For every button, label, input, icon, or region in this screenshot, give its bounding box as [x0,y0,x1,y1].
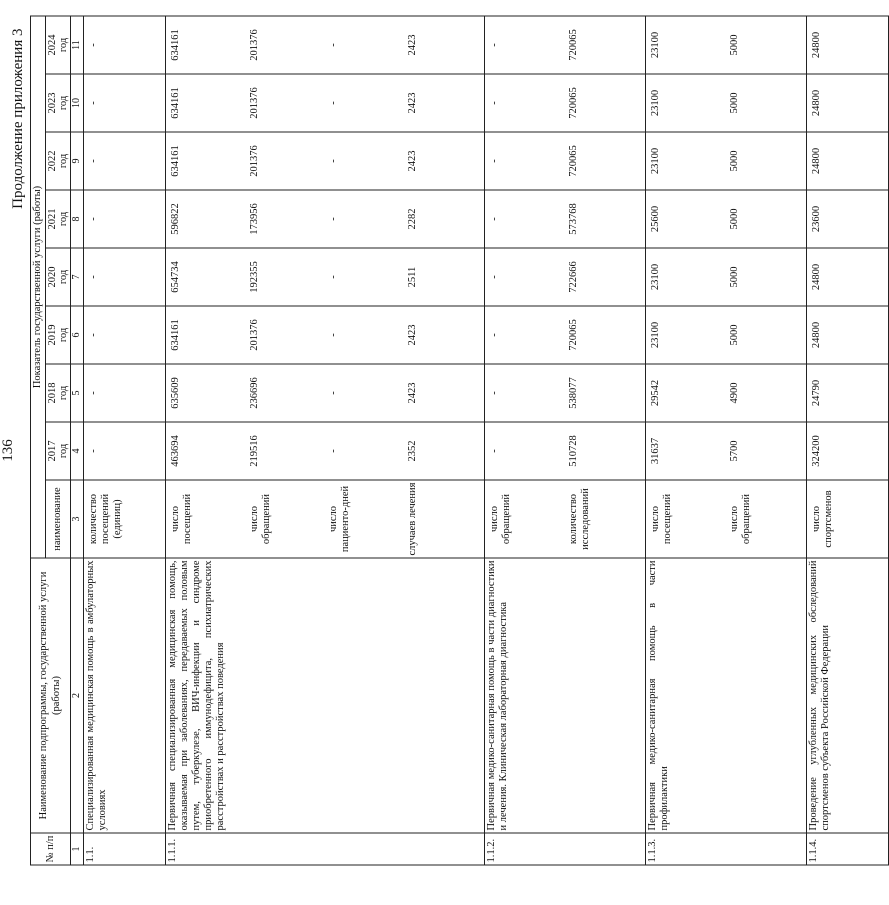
header-year-unit: год [58,37,70,52]
indicator-value: - [327,158,339,163]
column-number: 5 [71,364,84,422]
indicator-value: 201376 [248,86,260,119]
services-table [30,15,889,865]
header-year [46,364,71,422]
year-value-cell [645,74,806,132]
indicator-value: 23100 [649,263,661,290]
column-number: 6 [71,306,84,364]
indicator-label: число посещений [169,493,193,544]
indicator-value: 4900 [728,382,740,403]
table-row [83,16,165,865]
year-value-cell [165,132,484,190]
year-value-cell [645,16,806,74]
indicator-value: 31637 [649,437,661,464]
indicator-value: 2423 [406,324,418,345]
year-value-cell [83,364,165,422]
header-year-unit: год [58,385,70,400]
header-year-value: 2024 [47,34,59,55]
indicator-value: 573768 [567,202,579,235]
year-value-cell [165,74,484,132]
indicator-value: 192355 [248,260,260,293]
indicator-label: случаев лечения [406,482,418,555]
row-code: 1.1.2. [484,833,645,865]
indicator-value: 720065 [567,318,579,351]
column-number: 11 [71,16,84,74]
row-service-name: Первичная медико-санитарная помощь в части диагностики и лечения. Клиническая лабораторная диагностика [484,558,645,833]
year-value-cell [806,306,888,364]
header-year-unit: год [58,327,70,342]
indicator-value: - [327,448,339,453]
column-number: 10 [71,74,84,132]
header-year-value: 2023 [47,92,59,113]
header-year [46,132,71,190]
indicator-value: 510728 [567,434,579,467]
year-value-cell [806,16,888,74]
row-service-name: Первичная специализированная медицинская помощь, оказываемая при заболеваниях, передаваемых половым путем, туберкулезе, ВИЧ-инфекции и синдроме приобретенного иммунодефицита, психиатрических расстройствах и расстройствах поведения [165,558,484,833]
row-code: 1.1. [83,833,165,865]
indicator-value: 2282 [406,208,418,229]
indicator-value: 219516 [248,434,260,467]
year-value-cell [165,190,484,248]
indicator-value: 24800 [810,147,822,174]
indicator-value: - [87,100,99,105]
appendix-continuation: Продолжение приложения 3 [10,28,26,209]
indicator-value: 173956 [248,202,260,235]
year-value-cell [484,306,645,364]
indicator-value: 23600 [810,205,822,232]
header-indicator-name: наименование [46,480,71,558]
year-value-cell [645,248,806,306]
year-value-cell [83,306,165,364]
header-year [46,306,71,364]
indicator-value: - [488,100,500,105]
column-number: 7 [71,248,84,306]
indicator-value: 25600 [649,205,661,232]
indicator-value: 2423 [406,34,418,55]
indicator-value: 5000 [728,150,740,171]
header-year [46,248,71,306]
indicator-value: 2423 [406,150,418,171]
year-value-cell [484,132,645,190]
table-row [806,16,888,865]
column-number: 4 [71,422,84,480]
indicator-label: число пациенто-дней [327,485,351,552]
table-row [484,16,645,865]
indicator-value: 324200 [810,434,822,467]
indicator-value: 635609 [169,376,181,409]
year-value-cell [645,132,806,190]
indicator-value: - [488,390,500,395]
indicator-value: 720065 [567,86,579,119]
indicator-label: количество исследований [567,487,591,550]
header-year-value: 2020 [47,266,59,287]
column-number: 3 [71,480,84,558]
indicator-value: 24800 [810,31,822,58]
indicator-value: - [87,158,99,163]
indicator-value: - [488,448,500,453]
indicator-value: 654734 [169,260,181,293]
indicator-value: 2511 [406,266,418,287]
indicator-value: 5700 [728,440,740,461]
indicator-value: 24800 [810,89,822,116]
header-number: № п/п [31,833,71,865]
indicator-labels [645,480,806,558]
header-year-value: 2022 [47,150,59,171]
indicator-label: количество посещений (единиц) [87,493,123,544]
indicator-label: число обращений [728,493,752,544]
column-number: 8 [71,190,84,248]
indicator-value: - [87,332,99,337]
year-value-cell [165,364,484,422]
indicator-value: 29542 [649,379,661,406]
indicator-labels [83,480,165,558]
indicator-value: 2423 [406,92,418,113]
indicator-value: 2352 [406,440,418,461]
column-number: 1 [71,833,84,865]
year-value-cell [484,190,645,248]
header-year-value: 2019 [47,324,59,345]
header-indicator-group: Показатель государственной услуги (работы) [31,16,46,558]
indicator-value: 634161 [169,28,181,61]
indicator-value: - [87,390,99,395]
header-year [46,190,71,248]
indicator-value: - [488,158,500,163]
column-number-row [71,16,84,865]
indicator-value: 201376 [248,144,260,177]
row-code: 1.1.4. [806,833,888,865]
year-value-cell [165,422,484,480]
year-value-cell [806,74,888,132]
indicator-value: 634161 [169,86,181,119]
indicator-value: - [488,42,500,47]
indicator-value: 5000 [728,324,740,345]
indicator-label: число обращений [248,493,272,544]
indicator-value: 2423 [406,382,418,403]
indicator-value: 23100 [649,31,661,58]
year-value-cell [645,306,806,364]
year-value-cell [645,422,806,480]
indicator-value: - [488,332,500,337]
year-value-cell [165,248,484,306]
year-value-cell [806,422,888,480]
row-code: 1.1.3. [645,833,806,865]
year-value-cell [806,132,888,190]
indicator-value: 5000 [728,92,740,113]
row-service-name: Первичная медико-санитарная помощь в части профилактики [645,558,806,833]
indicator-value: 5000 [728,266,740,287]
indicator-labels [165,480,484,558]
header-year-unit: год [58,443,70,458]
indicator-value: 201376 [248,28,260,61]
year-value-cell [806,248,888,306]
year-value-cell [484,74,645,132]
indicator-value: 720065 [567,144,579,177]
page-number: 136 [0,438,16,462]
indicator-labels [484,480,645,558]
indicator-value: - [488,274,500,279]
year-value-cell [484,16,645,74]
year-value-cell [484,422,645,480]
header-year-value: 2021 [47,208,59,229]
year-value-cell [806,364,888,422]
year-value-cell [83,132,165,190]
indicator-value: - [327,390,339,395]
year-value-cell [484,248,645,306]
indicator-value: 634161 [169,318,181,351]
header-year-unit: год [58,211,70,226]
indicator-label: число спортсменов [810,489,834,548]
header-year [46,74,71,132]
year-value-cell [165,16,484,74]
indicator-value: 538077 [567,376,579,409]
row-service-name: Специализированная медицинская помощь в амбулаторных условиях [83,558,165,833]
indicator-value: 23100 [649,89,661,116]
header-year-value: 2018 [47,382,59,403]
year-value-cell [484,364,645,422]
indicator-value: - [327,216,339,221]
year-value-cell [645,190,806,248]
indicator-value: - [488,216,500,221]
year-value-cell [806,190,888,248]
indicator-value: 463694 [169,434,181,467]
indicator-value: - [87,448,99,453]
indicator-value: 24800 [810,321,822,348]
year-value-cell [83,190,165,248]
header-year-unit: год [58,153,70,168]
row-code: 1.1.1. [165,833,484,865]
indicator-value: 201376 [248,318,260,351]
indicator-value: 24800 [810,263,822,290]
indicator-value: - [327,274,339,279]
header-subprogram: Наименование подпрограммы, государственной услуги (работы) [31,558,71,833]
indicator-value: - [327,100,339,105]
indicator-labels [806,480,888,558]
indicator-value: 722666 [567,260,579,293]
column-number: 9 [71,132,84,190]
indicator-value: - [87,274,99,279]
indicator-value: 24790 [810,379,822,406]
year-value-cell [165,306,484,364]
indicator-value: 5000 [728,34,740,55]
table-row [165,16,484,865]
indicator-label: число обращений [488,493,512,544]
indicator-value: - [327,42,339,47]
indicator-value: - [87,42,99,47]
indicator-value: 236696 [248,376,260,409]
header-year-value: 2017 [47,440,59,461]
header-year [46,422,71,480]
indicator-value: 23100 [649,321,661,348]
indicator-value: 720065 [567,28,579,61]
year-value-cell [83,248,165,306]
indicator-value: - [327,332,339,337]
row-service-name: Проведение углубленных медицинских обследований спортсменов субъекта Российской Федерации [806,558,888,833]
indicator-value: 5000 [728,208,740,229]
indicator-value: 23100 [649,147,661,174]
indicator-label: число посещений [649,493,673,544]
header-year-unit: год [58,95,70,110]
table-row [645,16,806,865]
column-number: 2 [71,558,84,833]
year-value-cell [83,74,165,132]
year-value-cell [83,16,165,74]
year-value-cell [83,422,165,480]
year-value-cell [645,364,806,422]
indicator-value: 634161 [169,144,181,177]
indicator-value: - [87,216,99,221]
indicator-value: 596822 [169,202,181,235]
header-year-unit: год [58,269,70,284]
header-year [46,16,71,74]
